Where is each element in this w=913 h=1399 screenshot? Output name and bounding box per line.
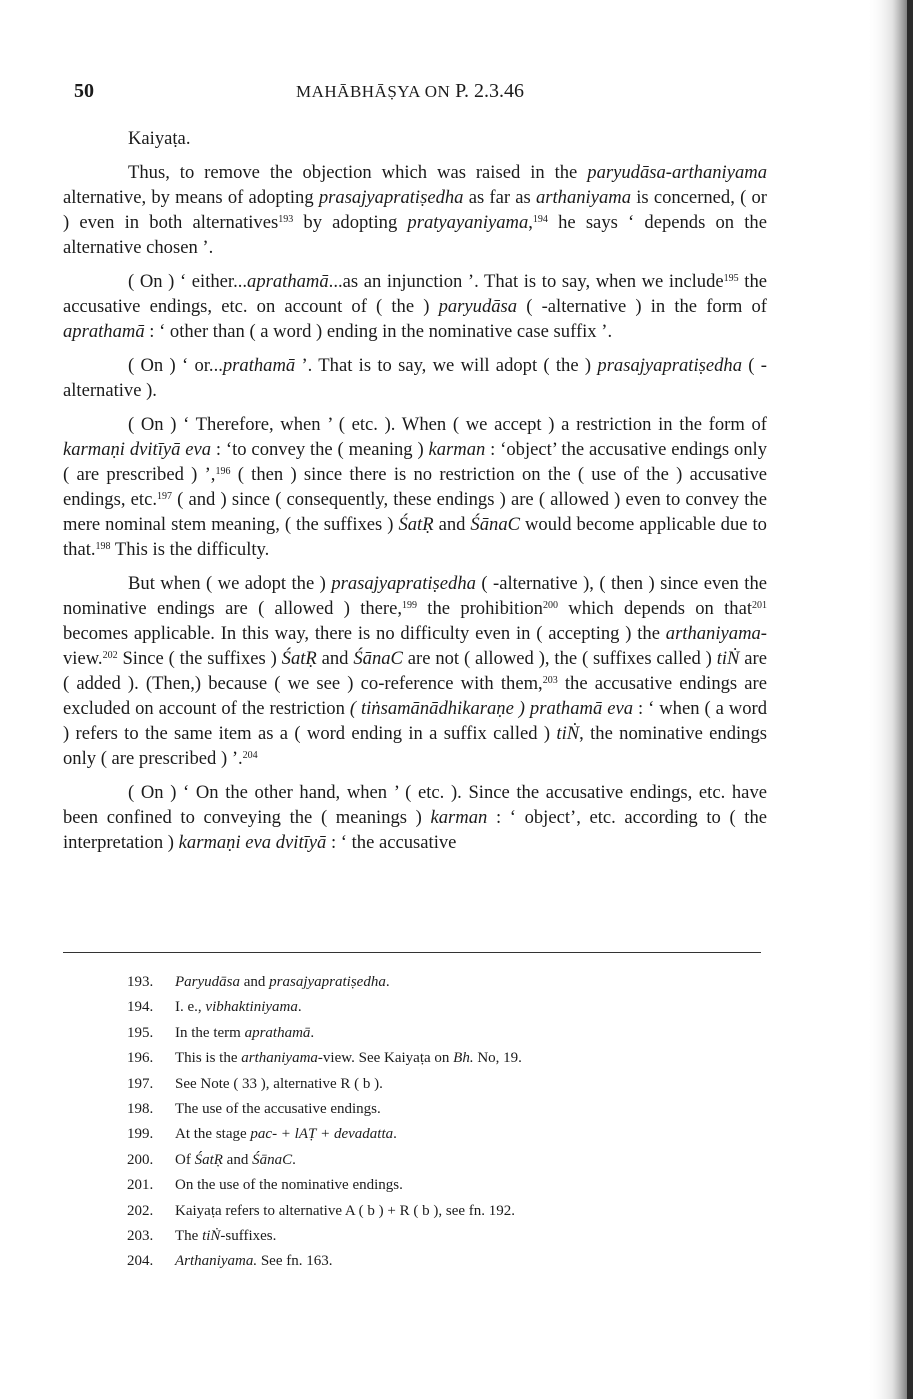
footnote-number: 194. bbox=[127, 999, 154, 1016]
footnote-text: Arthaniyama. See fn. 163. bbox=[175, 1253, 333, 1270]
body-paragraph: But when ( we adopt the ) prasajyapratiṣedha ( -alternative ), ( then ) since even the nominative endings are ( allowed ) there,$^{199}$ the prohibition$^{200}$ which depends on that$^{201}$ becomes applicable. In this way, there is no difficulty even in ( accepting ) the arthaniyama-view.$^{202}$ Since ( the suffixes ) ŚatṚ and ŚānaC are not ( allowed ), the ( suffixes called ) tiṄ are ( added ). (Then,) because ( we see ) co-reference with them,$^{203}$ the accusative endings are excluded on account of the restriction ( tiṅsamānādhikaraṇe ) prathamā eva : ‘ when ( a word ) refers to the same item as a ( word ending in a suffix called ) tiṄ, the nominative endings only ( are prescribed ) ’.$^{204}$ bbox=[63, 573, 768, 769]
footnote-divider bbox=[63, 952, 761, 953]
body-paragraph: ( On ) ‘ Therefore, when ’ ( etc. ). When ( we accept ) a restriction in the form of karmaṇi dvitīyā eva : ‘to convey the ( meaning ) karman : ‘object’ the accusative endings only ( are prescribed ) ’,$^{196}$ ( then ) since there is no restriction on the ( use of the ) accusative endings, etc.$^{197}$ ( and ) since ( consequently, these endings ) are ( allowed ) even to convey the mere nominal stem meaning, ( the suffixes ) ŚatṚ and ŚānaC would become applicable due to that.$^{198}$ This is the difficulty. bbox=[63, 414, 768, 560]
footnote-text: In the term aprathamā. bbox=[175, 1024, 315, 1041]
footnote-text: On the use of the nominative endings. bbox=[175, 1177, 403, 1194]
body-paragraph: Thus, to remove the objection which was raised in the paryudāsa-arthaniyama alternative, by means of adopting prasajyapratiṣedha as far as arthaniyama is concerned, ( or ) even in both alternatives$^{193}$ by adopting pratyayaniyama,$^{194}$ he says ‘ depends on the alternative chosen ’. bbox=[63, 162, 767, 258]
footnote-text: This is the arthaniyama-view. See Kaiyaṭa on Bh. No, 19. bbox=[175, 1050, 522, 1067]
footnote-number: 204. bbox=[127, 1253, 154, 1270]
footnote-text: I. e., vibhaktiniyama. bbox=[175, 999, 302, 1016]
footnote bbox=[127, 1199, 747, 1224]
body-paragraph: ( On ) ‘ either...aprathamā...as an injunction ’. That is to say, when we include$^{195}$ the accusative endings, etc. on account of ( the ) paryudāsa ( -alternative ) in the form of aprathamā : ‘ other than ( a word ) ending in the nominative case suffix ’. bbox=[63, 271, 767, 342]
footnote-number: 203. bbox=[127, 1228, 154, 1245]
footnote-text: The tiṄ-suffixes. bbox=[175, 1228, 277, 1245]
footnote-number: 200. bbox=[127, 1151, 154, 1168]
footnote-number: 197. bbox=[127, 1075, 154, 1092]
sutra-reference: P. 2.3.46 bbox=[455, 80, 524, 102]
footnote-number: 193. bbox=[127, 974, 154, 990]
footnote bbox=[127, 1097, 747, 1122]
footnote-text: Of ŚatṚ and ŚānaC. bbox=[175, 1151, 296, 1168]
scan-edge-shadow bbox=[867, 0, 913, 1399]
page-header bbox=[74, 80, 774, 106]
footnote bbox=[127, 1072, 747, 1097]
footnotes bbox=[127, 970, 747, 1275]
footnote-text: At the stage pac- + lAṬ + devadatta. bbox=[175, 1126, 397, 1143]
footnote-number: 195. bbox=[127, 1024, 154, 1041]
footnote bbox=[127, 1148, 747, 1173]
footnote bbox=[127, 1224, 747, 1249]
footnote bbox=[127, 1046, 747, 1071]
running-title-text: MAHĀBHĀṢYA ON bbox=[296, 82, 451, 101]
footnote-text: The use of the accusative endings. bbox=[175, 1101, 381, 1118]
footnote-number: 202. bbox=[127, 1202, 154, 1219]
running-title bbox=[296, 80, 524, 103]
footnote bbox=[127, 995, 747, 1020]
footnote-number: 201. bbox=[127, 1177, 154, 1194]
body-paragraph: ( On ) ‘ On the other hand, when ’ ( etc. ). Since the accusative endings, etc. have been confined to conveying the ( meanings ) karman : ‘ object’, etc. according to ( the interpretation ) karmaṇi eva dvitīyā : ‘ the accusative bbox=[63, 782, 767, 853]
footnote bbox=[127, 1122, 747, 1147]
footnote-number: 196. bbox=[127, 1050, 154, 1067]
footnote bbox=[127, 1173, 747, 1198]
footnote-number: 198. bbox=[127, 1101, 154, 1118]
footnote-number: 199. bbox=[127, 1126, 154, 1143]
body-paragraph: ( On ) ‘ or...prathamā ’. That is to say, we will adopt ( the ) prasajyapratiṣedha ( -alternative ). bbox=[63, 355, 767, 401]
body-paragraph: Kaiyaṭa. bbox=[128, 128, 191, 149]
footnote-text: Paryudāsa and prasajyapratiṣedha. bbox=[175, 974, 390, 990]
page-number: 50 bbox=[74, 80, 94, 102]
main-text bbox=[63, 126, 767, 855]
footnote bbox=[127, 1021, 747, 1046]
footnote bbox=[127, 970, 747, 995]
footnote bbox=[127, 1249, 747, 1274]
footnote-text: Kaiyaṭa refers to alternative A ( b ) + R ( b ), see fn. 192. bbox=[175, 1202, 516, 1219]
footnote-text: See Note ( 33 ), alternative R ( b ). bbox=[175, 1075, 383, 1092]
